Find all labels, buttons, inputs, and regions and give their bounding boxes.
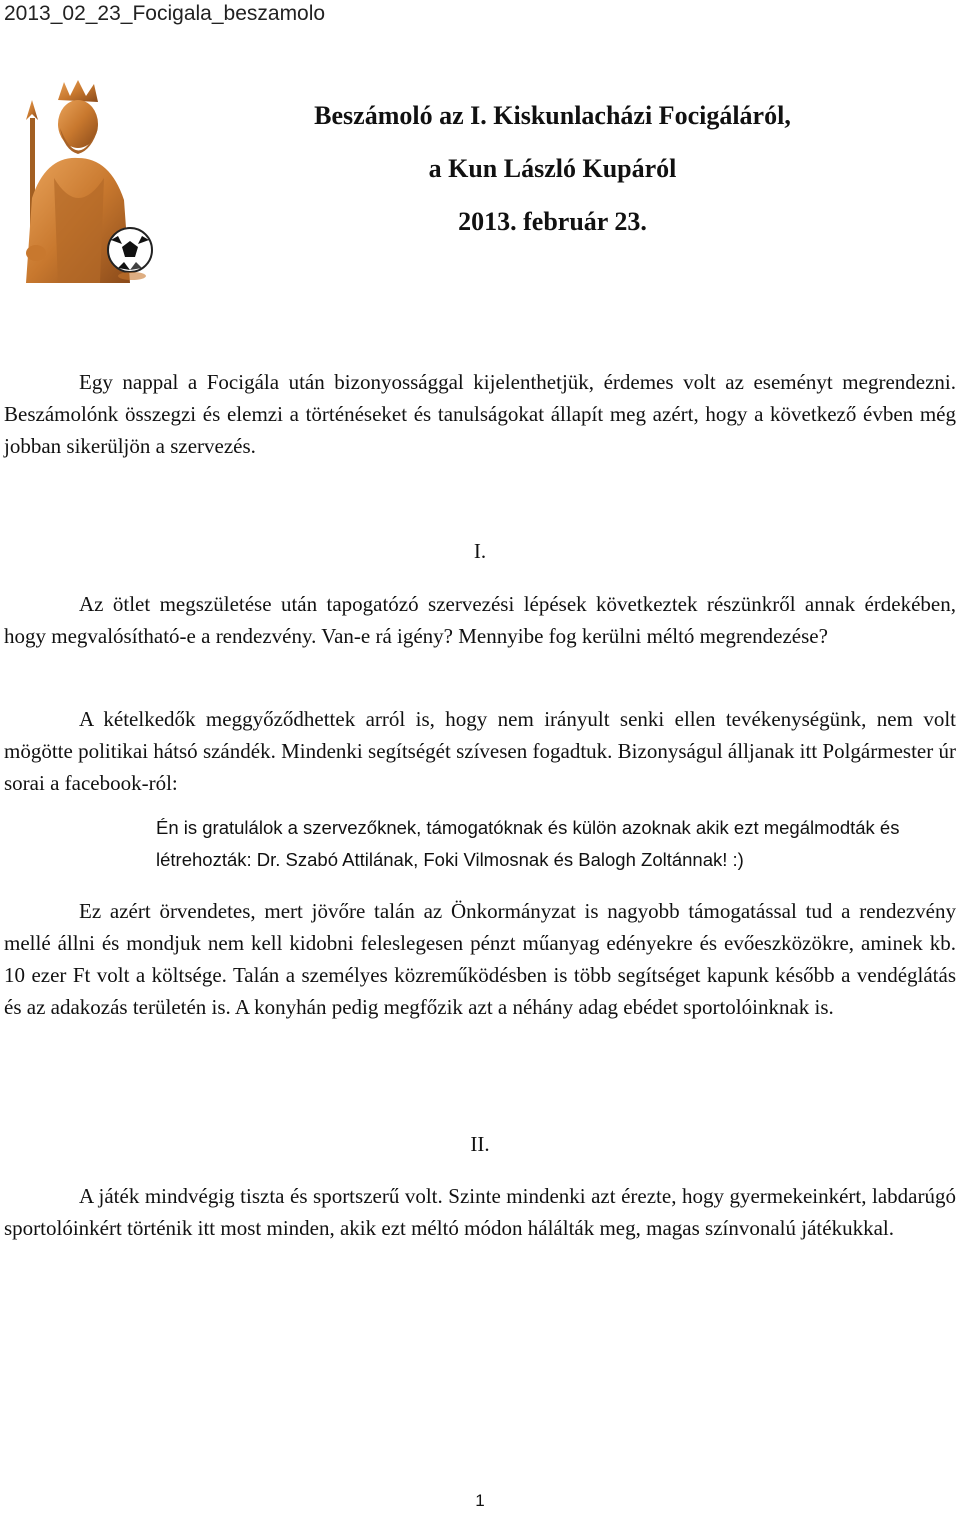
section-1-paragraph-3: Ez azért örvendetes, mert jövőre talán az Önkormányzat is nagyobb támogatással tud a rendezvény mellé állni és mondjuk nem kell kidobni feleslegesen pénzt műanyag edényekre és evőeszközökre, aminek kb. 10 ezer Ft volt a költsége. Talán a személyes közreműködésben is több segítséget kapunk később a vendéglátás és az adakozás területén is. A konyhán pedig megfőzik azt a néhány adag ebédet sportolóinknak is.	[4, 899, 956, 1019]
section-1-number: I.	[473, 539, 487, 563]
document-file-label: 2013_02_23_Focigala_beszamolo	[4, 2, 326, 25]
section-2-paragraph-1: A játék mindvégig tiszta és sportszerű volt. Szinte mindenki azt érezte, hogy gyermekeinkért, labdarúgó sportolóinkért történik itt most minden, akik ezt méltó módon hálálták meg, magas színvonalú játékukkal.	[4, 1184, 956, 1240]
page-number: 1	[475, 1491, 485, 1510]
section-1-paragraph-2: A kételkedők meggyőződhettek arról is, hogy nem irányult senki ellen tevékenységünk, nem volt mögötte politikai hátsó szándék. Mindenki segítségét szívesen fogadtuk. Bizonyságul álljanak itt Polgármester úr sorai a facebook-ról:	[4, 707, 956, 795]
facebook-quote: Én is gratulálok a szervezőknek, támogatóknak és külön azoknak akik ezt megálmodták és létrehozták: Dr. Szabó Attilának, Foki Vilmosnak és Balogh Zoltánnak! :)	[156, 817, 900, 870]
title-line-3: 2013. február 23.	[458, 207, 647, 236]
intro-paragraph: Egy nappal a Focigála után bizonyossággal kijelenthetjük, érdemes volt az eseményt megrendezni. Beszámolónk összegzi és elemzi a történéseket és tanulságokat állapít meg azért, hogy a következő évben még jobban sikerüljön a szervezés.	[4, 370, 956, 458]
title-line-1: Beszámoló az I. Kiskunlacházi Focigáláról,	[314, 101, 791, 130]
section-1-paragraph-1: Az ötlet megszületése után tapogatózó szervezési lépések következtek részünkről annak érdekében, hogy megvalósítható-e a rendezvény. Van-e rá igény? Mennyibe fog kerülni méltó megrendezése?	[4, 592, 956, 648]
king-statue-with-football-icon	[6, 78, 156, 283]
title-line-2: a Kun László Kupáról	[428, 154, 677, 183]
section-2-number: II.	[470, 1132, 490, 1156]
